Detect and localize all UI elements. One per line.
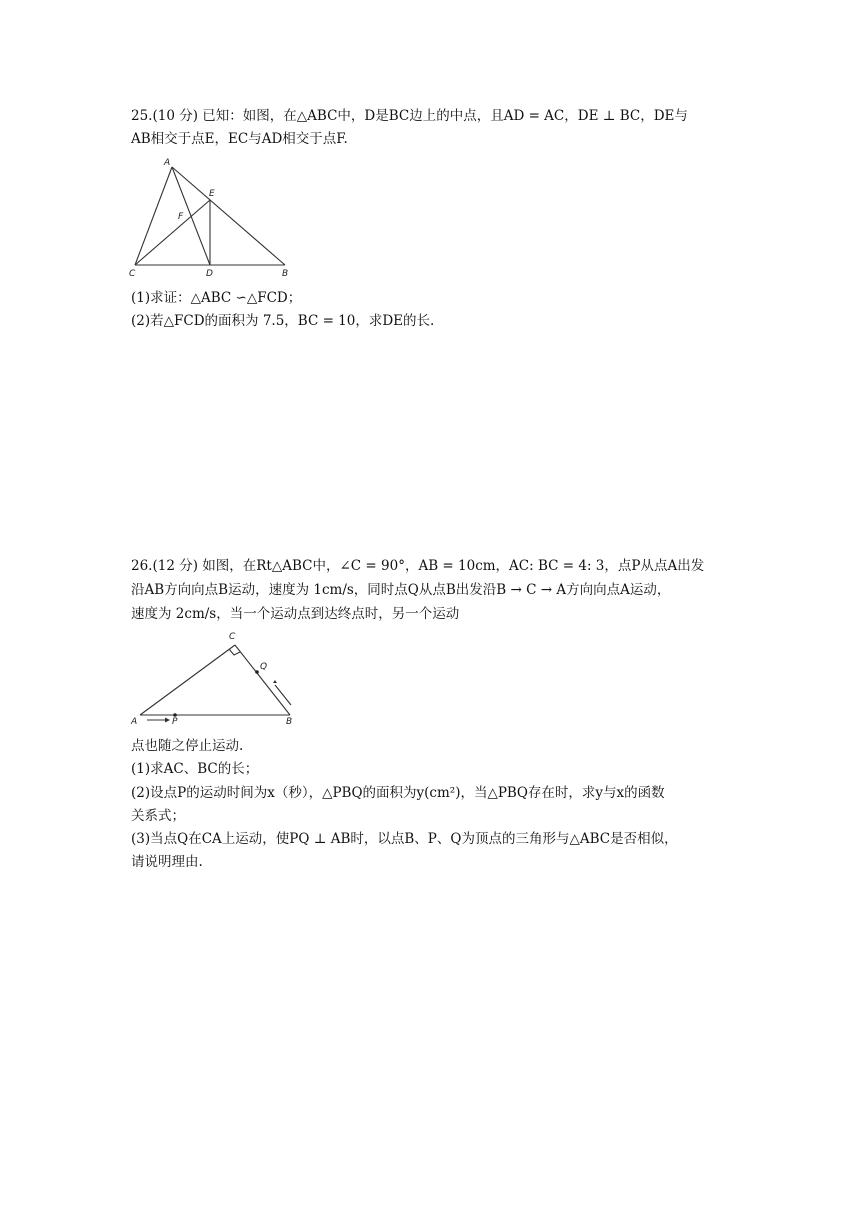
problem26-figure xyxy=(125,625,305,730)
label-b: B xyxy=(286,717,293,727)
problem26-question3-line2: 请说明理由. xyxy=(131,854,203,870)
problem25-question1: (1)求证：△ABC ∽△FCD； xyxy=(131,290,302,306)
label-q: Q xyxy=(260,662,268,672)
segment-ec xyxy=(135,200,210,265)
label-p: P xyxy=(172,717,178,727)
label-a: A xyxy=(131,717,138,727)
problem25-statement-line2: AB相交于点E，EC与AD相交于点F. xyxy=(131,131,348,147)
problem26-statement-line2: 沿AB方向向点B运动，速度为 1cm/s，同时点Q从点B出发沿B → C → A方向向点A运动， xyxy=(131,582,671,598)
problem26-statement-line1: 26.(12 分) 如图，在Rt△ABC中，∠C = 90°，AB = 10cm，AC: BC = 4: 3，点P从点A出发 xyxy=(131,558,705,574)
problem26-question1: (1)求AC、BC的长； xyxy=(131,761,259,777)
arrow-ap-head xyxy=(165,718,170,723)
segment-ab xyxy=(172,167,285,265)
problem25-question2: (2)若△FCD的面积为 7.5，BC = 10，求DE的长. xyxy=(131,313,435,329)
problem26-statement-line4: 点也随之停止运动. xyxy=(131,738,244,754)
label-a: A xyxy=(164,158,171,168)
problem26-question2-line2: 关系式； xyxy=(131,808,185,824)
problem26-question3-line1: (3)当点Q在CA上运动，使PQ ⊥ AB时，以点B、P、Q为顶点的三角形与△ABC是否相似， xyxy=(131,831,678,847)
problem26-statement-line3: 速度为 2cm/s，当一个运动点到达终点时，另一个运动 xyxy=(131,606,460,622)
label-f: F xyxy=(178,212,184,222)
label-c: C xyxy=(129,269,136,279)
point-q xyxy=(255,670,259,674)
segment-cb xyxy=(235,645,290,715)
label-e: E xyxy=(209,189,215,199)
arrow-bc-head xyxy=(273,680,277,683)
label-c: C xyxy=(229,632,236,642)
problem25-statement-line1: 25.(10 分) 已知：如图，在△ABC中，D是BC边上的中点，且AD = AC，DE ⊥ BC，DE与 xyxy=(131,108,688,124)
arrow-bc-line xyxy=(275,685,291,705)
segment-ac xyxy=(140,645,235,715)
problem26-question2-line1: (2)设点P的运动时间为x（秒），△PBQ的面积为y(cm²)，当△PBQ存在时，求y与x的函数 xyxy=(131,785,665,801)
segment-ca xyxy=(135,167,172,265)
problem25-figure xyxy=(125,155,305,280)
label-d: D xyxy=(206,269,213,279)
label-b: B xyxy=(282,269,289,279)
